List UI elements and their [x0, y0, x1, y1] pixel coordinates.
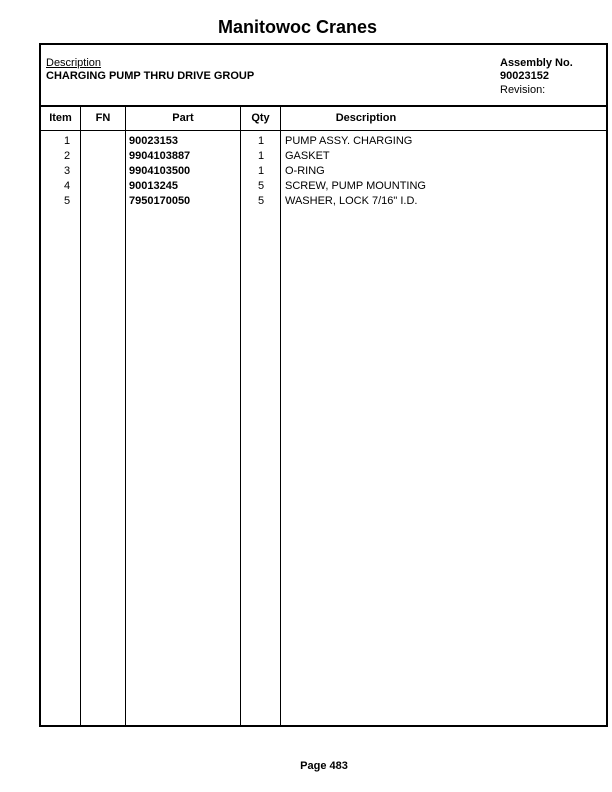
part-number: 90013245 — [129, 180, 178, 192]
item-number: 3 — [63, 165, 71, 177]
part-description: PUMP ASSY. CHARGING — [285, 135, 413, 147]
part-description: GASKET — [285, 150, 330, 162]
part-description: SCREW, PUMP MOUNTING — [285, 180, 426, 192]
quantity: 5 — [257, 195, 265, 207]
table-row — [41, 135, 606, 150]
table-row — [41, 165, 606, 180]
quantity: 1 — [257, 150, 265, 162]
table-row — [41, 150, 606, 165]
page-title: Manitowoc Cranes — [217, 17, 378, 37]
part-description: WASHER, LOCK 7/16" I.D. — [285, 195, 418, 207]
part-number: 90023153 — [129, 135, 178, 147]
column-header-description: Description — [335, 112, 397, 124]
parts-table — [39, 43, 608, 727]
part-number: 9904103500 — [129, 165, 191, 177]
assembly-number: 90023152 — [500, 70, 549, 82]
quantity: 1 — [257, 135, 265, 147]
assembly-number-caption: Assembly No. — [500, 57, 573, 69]
item-number: 4 — [63, 180, 71, 192]
description-caption: Description — [46, 57, 102, 69]
part-description: O-RING — [285, 165, 325, 177]
column-header-fn: FN — [95, 112, 111, 124]
column-header-item: Item — [49, 112, 72, 124]
column-header-qty: Qty — [251, 112, 270, 124]
quantity: 5 — [257, 180, 265, 192]
column-header-rule — [41, 130, 606, 131]
column-header-part: Part — [172, 112, 194, 124]
item-number: 1 — [63, 135, 71, 147]
part-number: 7950170050 — [129, 195, 191, 207]
assembly-header — [41, 45, 606, 107]
table-row — [41, 180, 606, 195]
page-number: Page 483 — [300, 760, 348, 772]
assembly-description: CHARGING PUMP THRU DRIVE GROUP — [46, 70, 255, 82]
item-number: 2 — [63, 150, 71, 162]
quantity: 1 — [257, 165, 265, 177]
revision-caption: Revision: — [500, 84, 546, 96]
table-row — [41, 195, 606, 210]
part-number: 9904103887 — [129, 150, 191, 162]
item-number: 5 — [63, 195, 71, 207]
